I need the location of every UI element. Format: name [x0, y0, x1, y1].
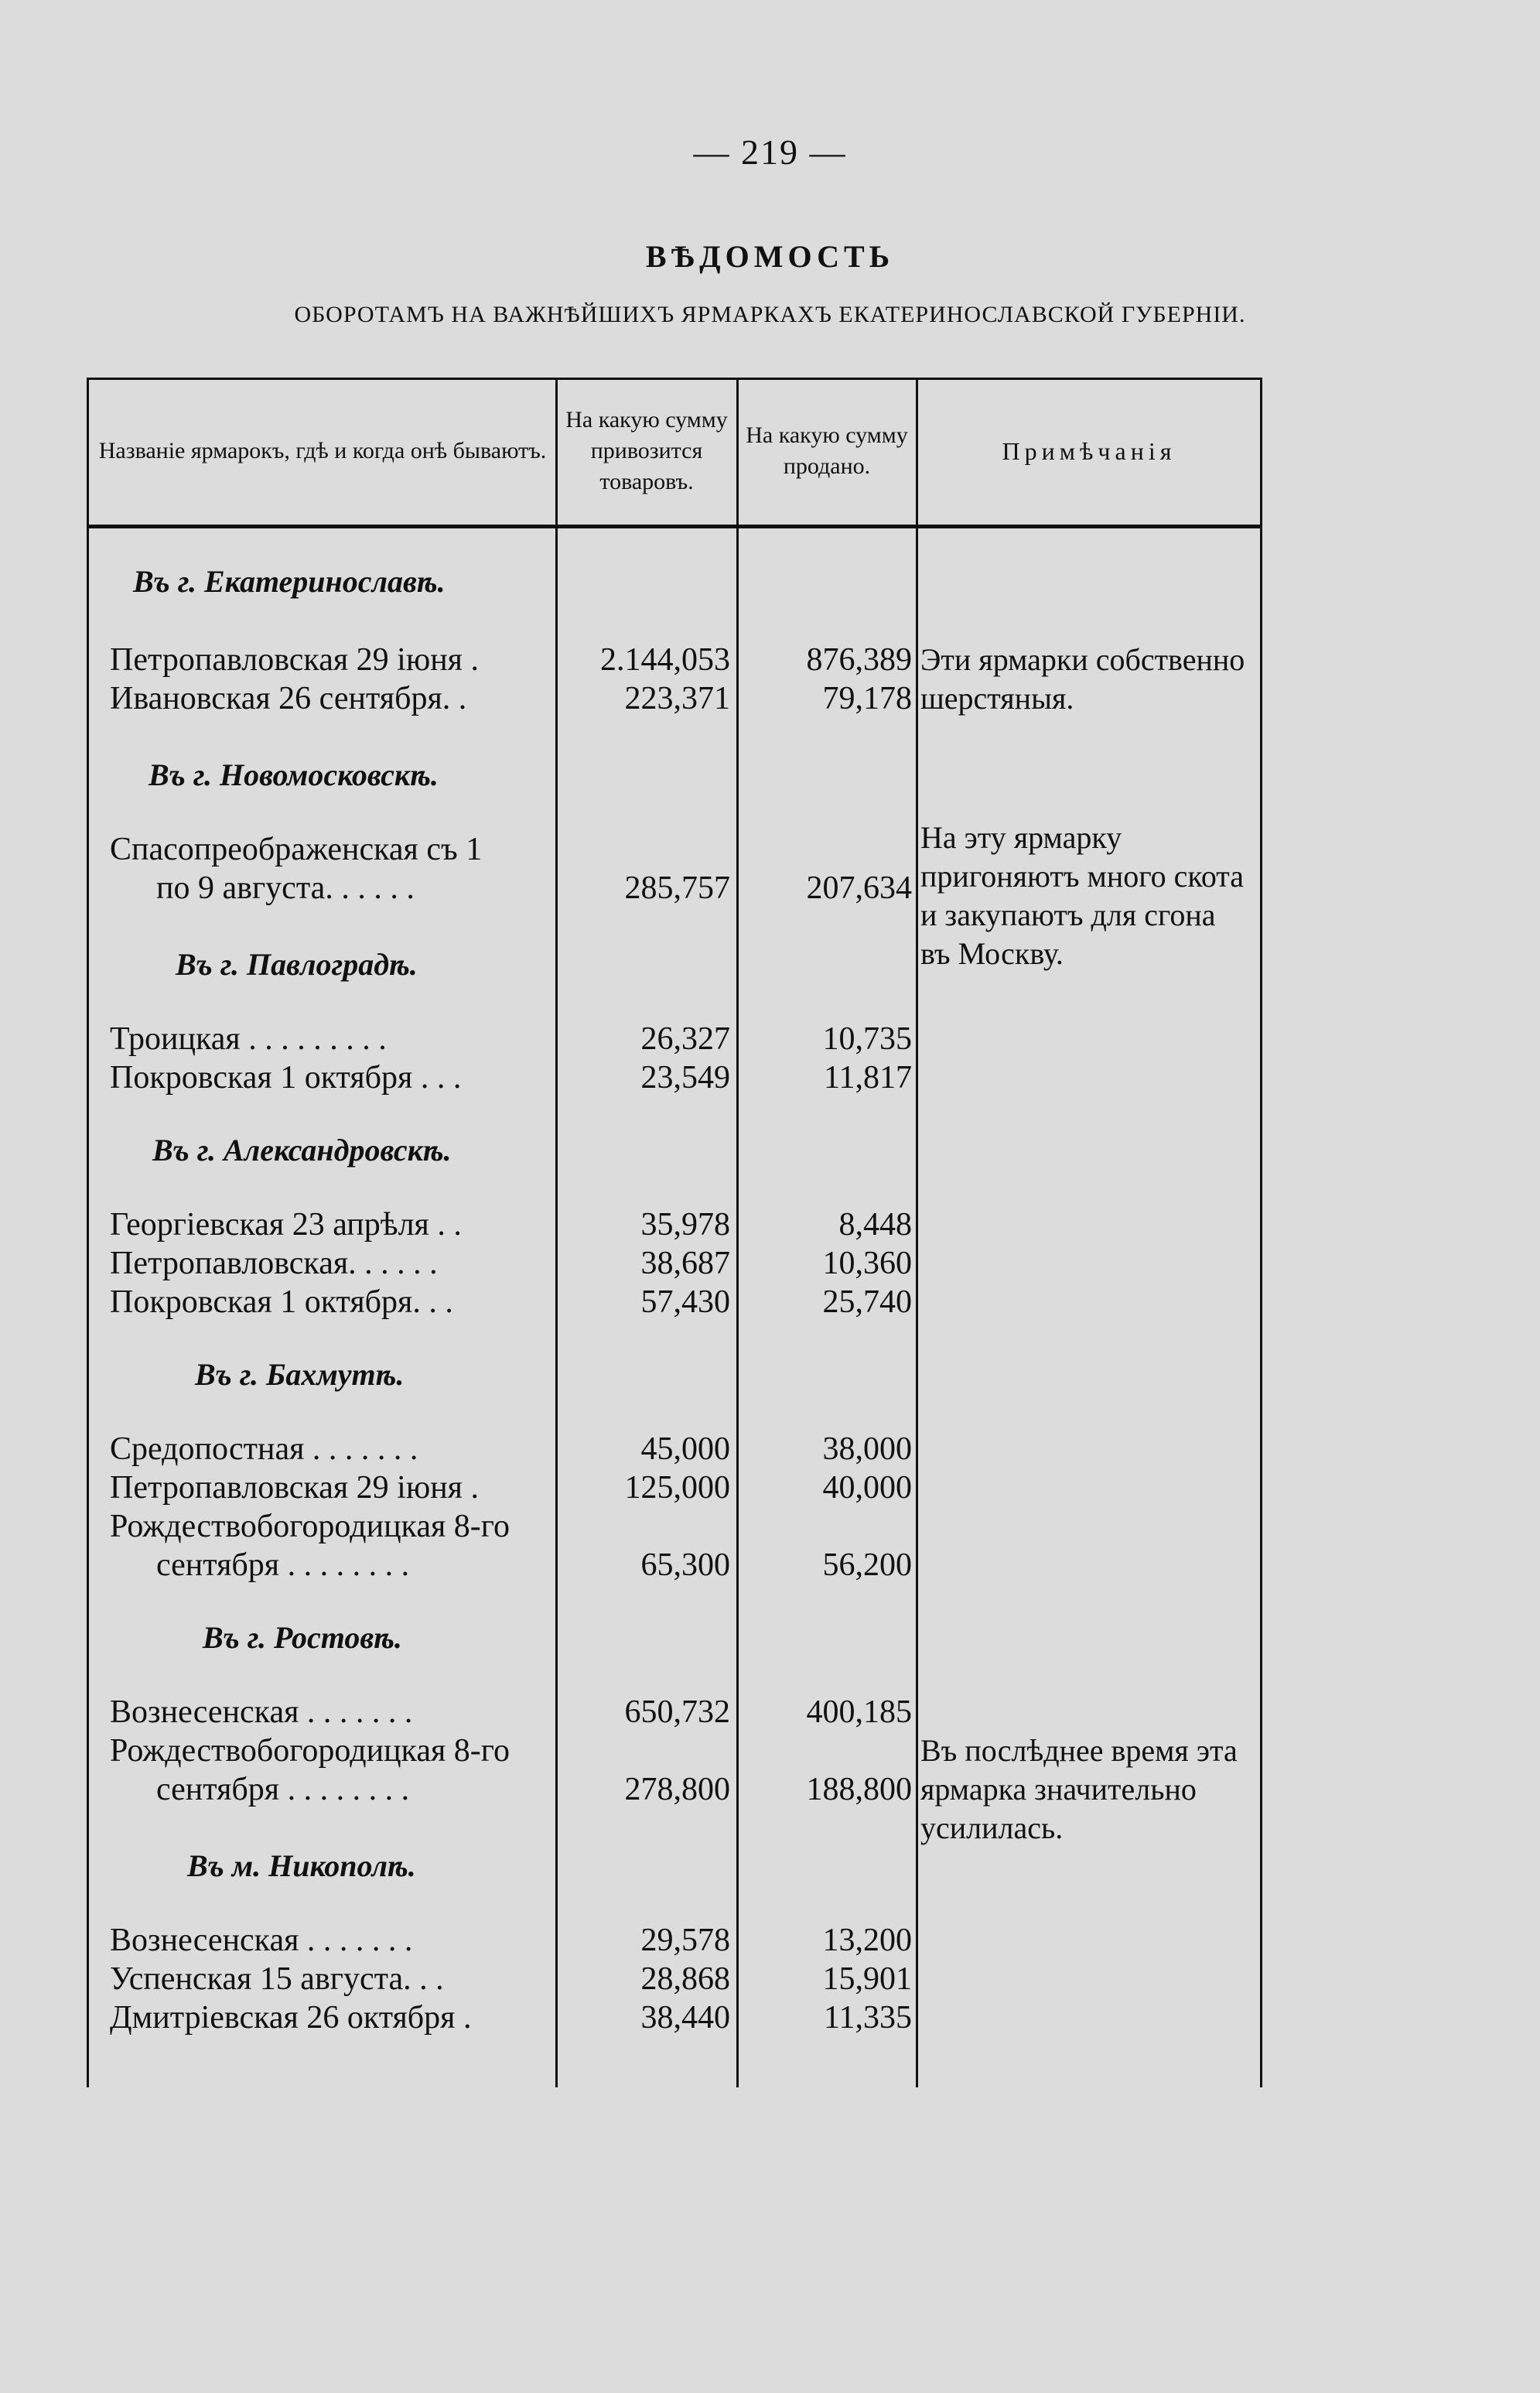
table-header-rule — [87, 525, 1262, 528]
fair-turnover-table — [87, 378, 1262, 2087]
fair-name: Спасопреображенская съ 1 — [110, 832, 483, 867]
city-heading: Въ г. Бахмутѣ. — [195, 1357, 405, 1392]
fair-name: Вознесенская . . . . . . . — [110, 1694, 413, 1730]
note-ekaterinoslav: Эти ярмарки собственно шерстяныя. — [920, 642, 1245, 716]
sold-value: 8,448 — [838, 1207, 912, 1243]
sold-value: 38,000 — [822, 1431, 912, 1467]
brought-value: 650,732 — [624, 1694, 730, 1730]
sold-value: 15,901 — [822, 1961, 912, 1997]
brought-value: 2.144,053 — [600, 642, 730, 678]
fair-name: Петропавловская. . . . . . — [110, 1246, 438, 1281]
sold-value: 10,735 — [822, 1021, 912, 1057]
fair-name-continued: по 9 августа. . . . . . — [156, 870, 415, 906]
brought-value: 65,300 — [640, 1547, 730, 1583]
fair-name: Ивановская 26 сентября. . — [110, 681, 467, 716]
fair-name: Троицкая . . . . . . . . . — [110, 1021, 387, 1057]
fair-name-continued: сентября . . . . . . . . — [156, 1772, 410, 1807]
header-notes: Примѣчанія — [1002, 437, 1176, 465]
fair-name: Средопостная . . . . . . . — [110, 1431, 418, 1467]
fair-name: Покровская 1 октября. . . — [110, 1284, 453, 1320]
brought-value: 29,578 — [640, 1923, 730, 1958]
brought-value: 23,549 — [640, 1060, 730, 1096]
header-name: Названіе ярмарокъ, гдѣ и когда онѣ бываютъ. — [98, 438, 547, 463]
city-heading: Въ м. Никополѣ. — [187, 1848, 416, 1883]
brought-value: 125,000 — [624, 1470, 730, 1506]
brought-value: 38,440 — [640, 2000, 730, 2036]
fair-name: Вознесенская . . . . . . . — [110, 1923, 413, 1958]
brought-value: 45,000 — [640, 1431, 730, 1467]
brought-value: 38,687 — [640, 1246, 730, 1281]
sold-value: 876,389 — [806, 642, 912, 678]
note-rostov: Въ послѣднее время эта ярмарка значительно усилилась. — [920, 1733, 1238, 1845]
fair-name: Покровская 1 октября . . . — [110, 1060, 462, 1096]
brought-value: 35,978 — [640, 1207, 730, 1243]
fair-name: Георгіевская 23 апрѣля . . — [110, 1207, 462, 1243]
fair-name: Петропавловская 29 іюня . — [110, 642, 479, 678]
city-heading: Въ г. Александровскѣ. — [152, 1133, 452, 1167]
city-heading: Въ г. Ростовѣ. — [203, 1620, 402, 1655]
city-heading: Въ г. Павлоградѣ. — [176, 947, 418, 982]
fair-name-continued: сентября . . . . . . . . — [156, 1547, 410, 1583]
sold-value: 13,200 — [822, 1923, 912, 1958]
city-heading: Въ г. Новомосковскѣ. — [149, 757, 439, 792]
sold-value: 40,000 — [822, 1470, 912, 1506]
brought-value: 26,327 — [640, 1021, 730, 1057]
note-novomoskovsk: На эту ярмарку пригоняютъ много скота и закупаютъ для сгона въ Москву. — [920, 820, 1245, 971]
page-number: — 219 — — [693, 132, 847, 172]
brought-value: 285,757 — [624, 870, 730, 906]
document-subtitle: ОБОРОТАМЪ НА ВАЖНѢЙШИХЪ ЯРМАРКАХЪ ЕКАТЕРИНОСЛАВСКОЙ ГУБЕРНІИ. — [294, 302, 1246, 327]
brought-value: 278,800 — [624, 1772, 730, 1807]
fair-name: Успенская 15 августа. . . — [110, 1961, 444, 1997]
brought-value: 57,430 — [640, 1284, 730, 1320]
brought-value: 28,868 — [640, 1961, 730, 1997]
header-sold: На какую сумму продано. — [746, 422, 908, 479]
sold-value: 11,817 — [824, 1060, 912, 1096]
fair-name: Дмитріевская 26 октября . — [110, 2000, 472, 2036]
table-left-border — [87, 378, 89, 2087]
sold-value: 25,740 — [822, 1284, 912, 1320]
sold-value: 10,360 — [822, 1246, 912, 1281]
header-brought: На какую сумму привозится товаровъ. — [565, 407, 728, 494]
sold-value: 400,185 — [806, 1694, 912, 1730]
sold-value: 11,335 — [824, 2000, 912, 2036]
document-title: ВѢДОМОСТЬ — [645, 239, 895, 274]
column-divider-3 — [916, 378, 918, 2087]
sold-value: 56,200 — [822, 1547, 912, 1583]
table-right-border — [1260, 378, 1262, 2087]
sold-value: 207,634 — [806, 870, 912, 906]
sold-value: 79,178 — [822, 681, 912, 716]
fair-name: Петропавловская 29 іюня . — [110, 1470, 479, 1506]
city-heading: Въ г. Екатеринославѣ. — [133, 564, 446, 599]
fair-name: Рождествобогородицкая 8-го — [110, 1733, 510, 1769]
sold-value: 188,800 — [806, 1772, 912, 1807]
fair-name: Рождествобогородицкая 8-го — [110, 1509, 510, 1544]
brought-value: 223,371 — [624, 681, 730, 716]
